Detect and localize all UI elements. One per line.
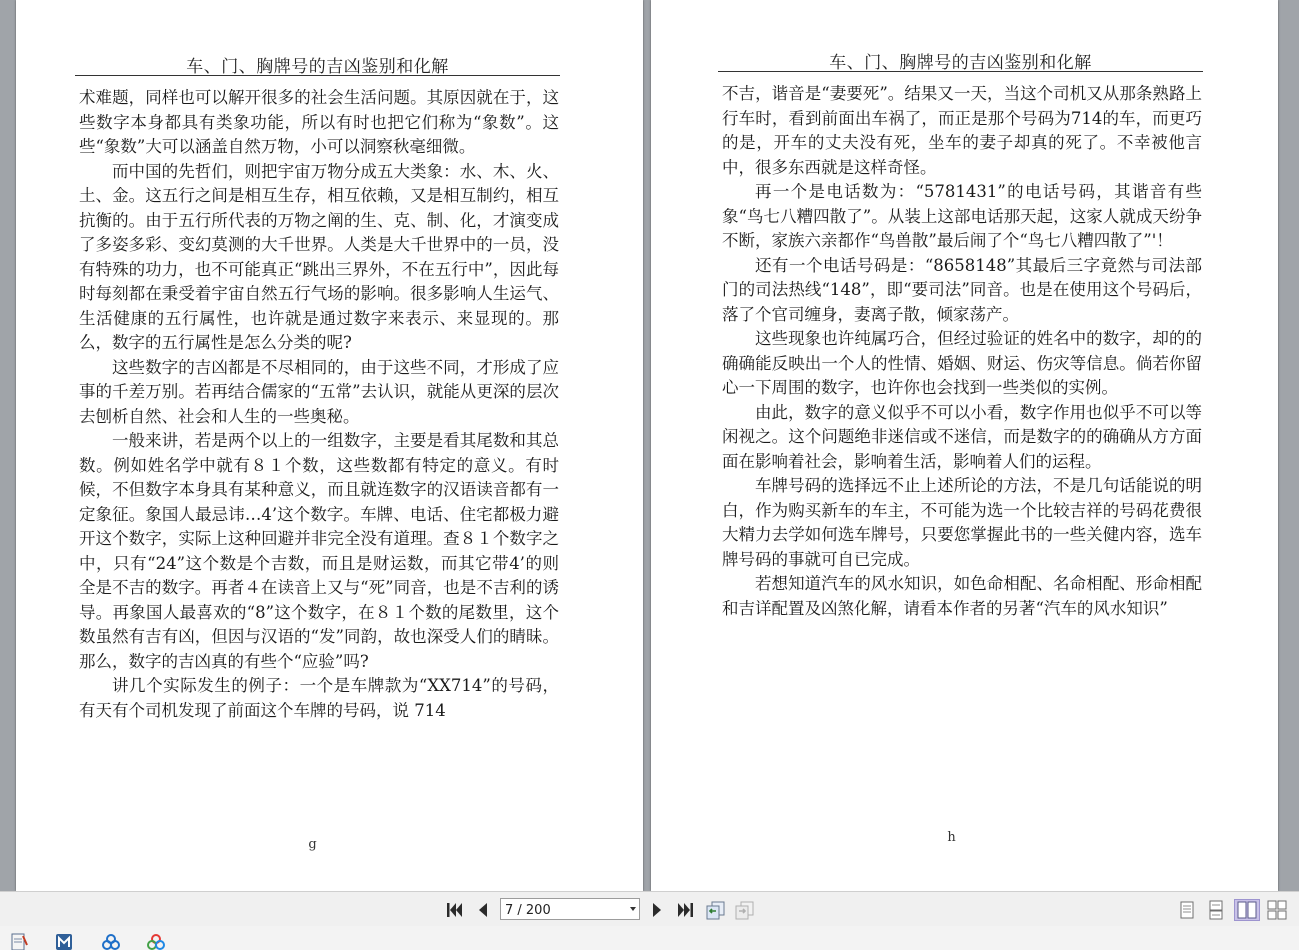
two-page-continuous-icon [1266,900,1288,920]
go-back-icon [705,899,727,921]
right-page [651,0,1278,891]
go-forward-icon [734,899,756,921]
paragraph: 不吉，谐音是“妻要死”。结果又一天，当这个司机又从那条熟路上行车时，看到前面出车祸了，而正是那个号码为714的车，而更巧的是，开车的丈夫没有死，坐车的妻子却真的死了。不幸被他言中，很多东西就是这样奇怪。 [722,84,1202,177]
header-rule [718,71,1203,72]
notepad-icon[interactable] [10,932,28,950]
paragraph: 而中国的先哲们，则把宇宙万物分成五大类象：水、木、火、土、金。这五行之间是相互生存，相互依赖，又是相互制约，相互抗衡的。由于五行所代表的万物之阐的生、克、制、化，才演变成了多姿多彩、变幻莫测的大千世界。人类是大千世界中的一员，没有特殊的功力，也不可能真正“跳出三界外，不在五行中”，因此每时每刻都在秉受着宇宙自然五行气场的影响。很多影响人生运气、生活健康的五行属性，也许就是通过数字来表示、来显现的。那么，数字的五行属性是怎么分类的呢? [79,161,559,352]
paragraph: 若想知道汽车的风水知识，如色命相配、名命相配、形命相配和吉详配置及凶煞化解，请看本作者的另著“汽车的风水知识” [722,574,1202,618]
paragraph: 讲几个实际发生的例子：一个是车牌款为“XX714”的号码，有天有个司机发现了前面这个车牌的号码，说 714 [79,676,559,720]
paragraph: 再一个是电话数为：“5781431”的电话号码，其谐音有些象“鸟七八糟四散了”。从装上这部电话那天起，这家人就成天纷争不断，家族六亲都作“鸟兽散”最后闹了个“鸟七八糟四散了”'！ [722,182,1202,250]
paragraph: 一般来讲，若是两个以上的一组数字，主要是看其尾数和其总数。例如姓名学中就有８１个数，这些数都有特定的意义。有时候，不但数字本身具有某种意义，而且就连数字的汉语读音都有一定象征。象国人最忌讳…4’这个数字。车牌、电话、住宅都极力避开这个数字，实际上这种回避并非完全没有道理。查８１个数字之中，只有“24”这个数是个吉数，而且是财运数，而其它带4’的则全是不吉的数字。再者４在读音上又与“死”同音，也是不吉利的诱导。再象国人最喜欢的“8”这个数字，在８１个数的尾数里，这个数虽然有吉有凶，但因与汉语的“发”同韵，故也深受人们的睛昧。那么，数字的吉凶真的有些个“应验”吗? [79,431,559,671]
go-forward-button[interactable] [734,899,756,921]
paragraph: 由此，数字的意义似乎不可以小看，数字作用也似乎不可以等闲视之。这个问题绝非迷信或不迷信，而是数字的的确确从方方面面在影响着社会，影响着生活，影响着人们的运程。 [722,402,1202,471]
last-page-icon [676,900,696,920]
continuous-view-button[interactable] [1205,899,1227,921]
two-page-view-button[interactable] [1234,899,1260,921]
paragraph: 车牌号码的选择远不止上述所论的方法，不是几句话能说的明白，作为购买新车的车主，不可能为选一个比较吉祥的号码花费很大精力去学如何选车牌号，只要您掌握此书的一些关健内容，选车牌号码的事就可自已完成。 [722,476,1202,569]
previous-page-icon [473,900,493,920]
two-page-icon [1236,900,1258,920]
paragraph: 术难题，同样也可以解开很多的社会生活问题。其原因就在于，这些数字本身都具有类象功能，所以有时也把它们称为“象数”。这些“象数”大可以涵盖自然万物，小可以洞察秋毫细微。 [79,88,559,156]
previous-page-button[interactable] [472,899,494,921]
page-header: 车、门、胸牌号的吉凶鉴别和化解 [829,53,1092,73]
navigation-toolbar [0,891,1299,927]
header-rule [75,75,560,76]
chevron-down-icon[interactable] [630,907,636,911]
two-page-continuous-view-button[interactable] [1266,899,1288,921]
last-page-button[interactable] [675,899,697,921]
app-m-icon[interactable] [55,932,73,950]
app-circles-icon[interactable] [102,932,120,950]
paragraph: 这些现象也许纯属巧合，但经过验证的姓名中的数字，却的的确确能反映出一个人的性情、婚姻、财运、伤灾等信息。倘若你留心一下周围的数字，也许你也会找到一些类似的实例。 [722,329,1202,397]
app-color-circles-icon[interactable] [147,932,165,950]
left-page [16,0,643,891]
page-header: 车、门、胸牌号的吉凶鉴别和化解 [186,57,449,77]
first-page-button[interactable] [443,899,465,921]
single-page-icon [1178,900,1196,920]
go-back-button[interactable] [705,899,727,921]
page-body [722,82,1202,621]
next-page-button[interactable] [646,899,668,921]
paragraph: 这些数字的吉凶都是不尽相同的，由于这些不同，才形成了应事的千差万别。若再结合儒家的“五常”去认识，就能从更深的层次去刨析自然、社会和人生的一些奥秘。 [79,357,559,426]
paragraph: 还有一个电话号码是：“8658148”其最后三字竟然与司法部门的司法热线“148”，即“要司法”同音。也是在使用这个号码后，落了个官司缠身，妻离子散，倾家荡产。 [722,255,1202,324]
next-page-icon [647,900,667,920]
single-page-view-button[interactable] [1176,899,1198,921]
page-number: g [308,837,317,852]
page-body [79,86,559,723]
continuous-page-icon [1207,900,1225,920]
page-number-field[interactable] [500,898,640,920]
taskbar [0,926,1299,950]
page-number-input[interactable] [501,901,623,921]
first-page-icon [444,900,464,920]
page-number: h [947,830,956,845]
